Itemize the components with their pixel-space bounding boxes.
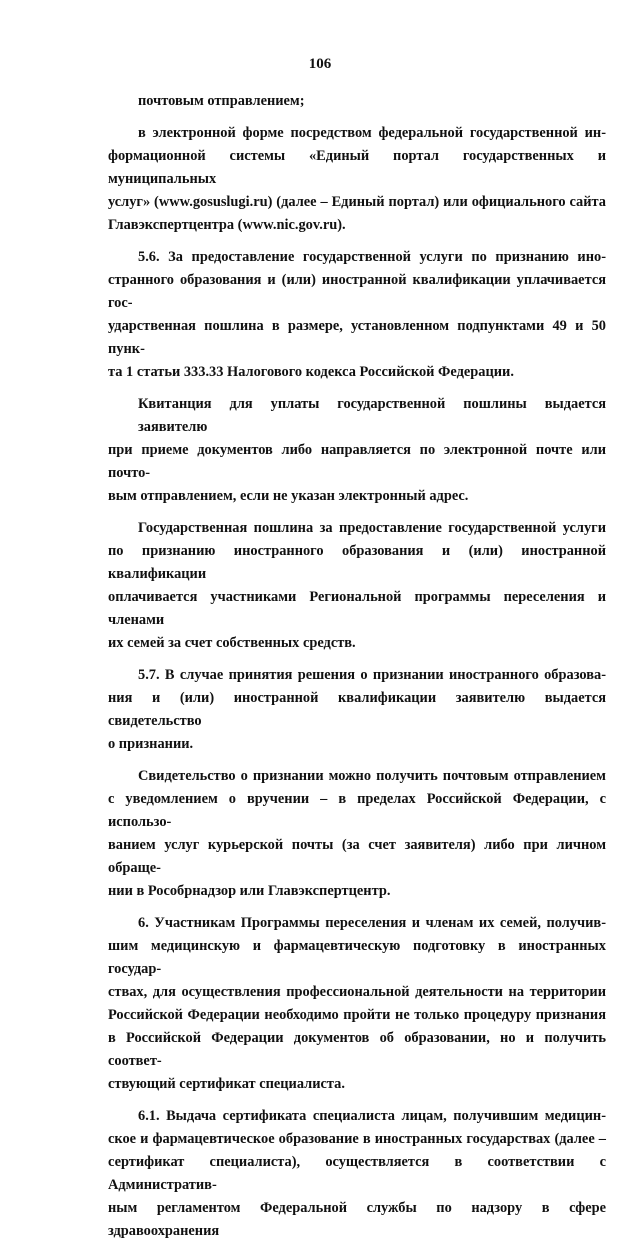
text-line: ское и фармацевтическое образование в иностранных государствах (далее – (108, 1131, 606, 1147)
text-line: вым отправлением, если не указан электронный адрес. (108, 488, 469, 504)
paragraph-6 (108, 912, 606, 1096)
text-line: в Российской Федерации документов об образовании, но и получить соответ- (108, 1030, 606, 1069)
text-line: услуг» (www.gosuslugi.ru) (далее – Единый портал) или официального сайта (108, 194, 606, 210)
paragraph-state-fee (108, 517, 606, 655)
text-line: ствах, для осуществления профессиональной деятельности на территории (108, 984, 606, 1000)
text-line: ния и (или) иностранной квалификации заявителю выдается свидетельство (108, 690, 606, 729)
paragraph-6-1 (108, 1105, 606, 1243)
paragraph-certificate-delivery (108, 765, 606, 903)
text-line: почтовым отправлением; (138, 93, 305, 109)
text-line: при приеме документов либо направляется по электронной почте или почто- (108, 442, 606, 481)
text-line: 6.1. Выдача сертификата специалиста лицам, получившим медицин- (138, 1108, 606, 1124)
paragraph-electronic-form (108, 122, 606, 237)
text-line: сертификат специалиста), осуществляется в соответствии с Административ- (108, 1154, 606, 1193)
text-line: формационной системы «Единый портал государственных и муниципальных (108, 148, 606, 187)
text-line: Свидетельство о признании можно получить почтовым отправлением (138, 768, 606, 784)
text-line: их семей за счет собственных средств. (108, 635, 356, 651)
text-line: ствующий сертификат специалиста. (108, 1076, 345, 1092)
text-line: с уведомлением о вручении – в пределах Российской Федерации, с использо- (108, 791, 606, 830)
paragraph-delivery-mail (108, 90, 606, 113)
text-line: оплачивается участниками Региональной программы переселения и членами (108, 589, 606, 628)
text-line: Российской Федерации необходимо пройти не только процедуру признания (108, 1007, 606, 1023)
text-line: в электронной форме посредством федеральной государственной ин- (138, 125, 606, 141)
text-line: ным регламентом Федеральной службы по надзору в сфере здравоохранения (108, 1200, 606, 1239)
body-text (108, 90, 606, 1252)
text-line: Государственная пошлина за предоставление государственной услуги (138, 520, 606, 536)
text-line: ванием услуг курьерской почты (за счет заявителя) либо при личном обраще- (108, 837, 606, 876)
text-line: 5.7. В случае принятия решения о признании иностранного образова- (138, 667, 606, 683)
paragraph-receipt (108, 393, 606, 508)
paragraph-5-6 (108, 246, 606, 384)
text-line: Главэкспертцентра (www.nic.gov.ru). (108, 217, 346, 233)
text-line: нии в Рособрнадзор или Главэкспертцентр. (108, 883, 391, 899)
text-line: 5.6. За предоставление государственной услуги по признанию ино- (138, 249, 606, 265)
text-line: 6. Участникам Программы переселения и членам их семей, получив- (138, 915, 606, 931)
page-number: 106 (308, 56, 332, 72)
text-line: по признанию иностранного образования и (или) иностранной квалификации (108, 543, 606, 582)
text-line: шим медицинскую и фармацевтическую подготовку в иностранных государ- (108, 938, 606, 977)
text-line: Квитанция для уплаты государственной пошлины выдается заявителю (138, 396, 606, 435)
text-line: ударственная пошлина в размере, установленном подпунктами 49 и 50 пунк- (108, 318, 606, 357)
paragraph-5-7 (108, 664, 606, 756)
text-line: странного образования и (или) иностранной квалификации уплачивается гос- (108, 272, 606, 311)
text-line: о признании. (108, 736, 194, 752)
text-line: та 1 статьи 333.33 Налогового кодекса Российской Федерации. (108, 364, 514, 380)
